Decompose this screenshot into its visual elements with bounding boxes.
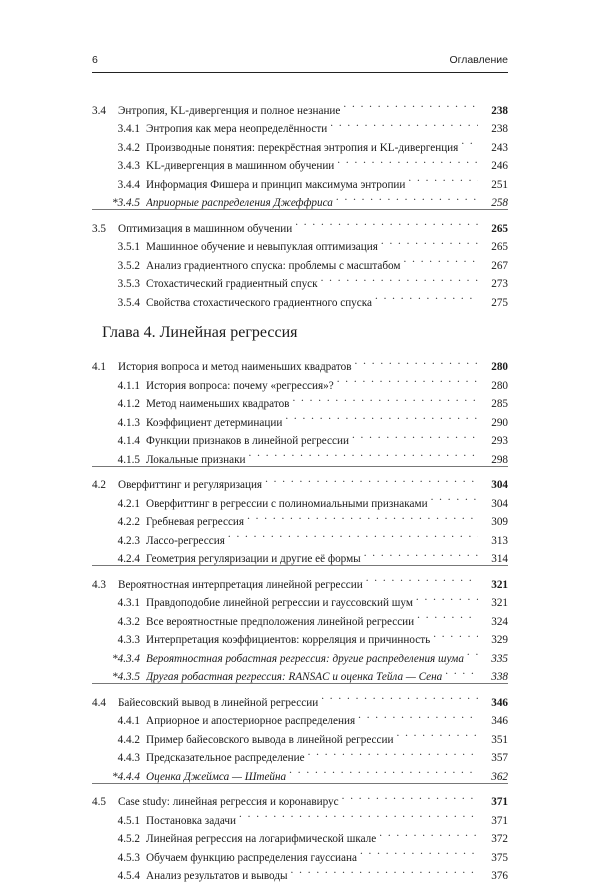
toc-section-entry[interactable] <box>92 470 508 489</box>
dot-leader <box>381 232 478 251</box>
subsection-number: 4.1.5 <box>117 453 140 466</box>
page-ref: 321 <box>491 597 508 609</box>
section-title: Оверфиттинг и регуляризация <box>118 479 263 491</box>
subsection-title: Энтропия как мера неопределённости <box>146 123 328 135</box>
section-title: Оптимизация в машинном обучении <box>118 222 293 235</box>
subsection-number: 4.1.1 <box>117 379 140 392</box>
dot-leader <box>342 787 478 806</box>
page-ref: 293 <box>491 435 508 447</box>
subsection-number: 4.4.3 <box>117 752 140 764</box>
page-ref: 362 <box>491 770 508 783</box>
subsection-number: 4.1.2 <box>117 398 140 410</box>
page-ref: 314 <box>491 553 508 565</box>
subsection-number: 3.4.1 <box>117 123 140 135</box>
page-ref: 375 <box>491 851 508 864</box>
subsection-title: Свойства стохастического градиентного спуска <box>146 296 372 309</box>
page-ref: 246 <box>491 160 508 172</box>
page-ref: 298 <box>491 453 508 466</box>
subsection-number: 4.2.1 <box>117 497 140 510</box>
dot-leader <box>404 250 479 269</box>
page-ref: 267 <box>491 259 508 272</box>
subsection-number: 4.5.3 <box>117 851 140 864</box>
subsection-title: Стохастический градиентный спуск <box>146 278 318 290</box>
page-ref: 290 <box>491 416 508 429</box>
table-of-contents <box>92 95 508 882</box>
page-ref: 258 <box>491 197 508 209</box>
section-title: Энтропия, KL-дивергенция и полное незнание <box>118 104 341 117</box>
page-ref: 304 <box>491 497 508 510</box>
page-ref: 280 <box>491 379 508 392</box>
subsection-title: История вопроса: почему «регрессия»? <box>146 379 334 392</box>
dot-leader <box>375 287 478 306</box>
subsection-title: Локальные признаки <box>146 453 246 466</box>
running-header <box>92 54 508 70</box>
dot-leader <box>461 132 478 151</box>
subsection-number: 4.2.2 <box>117 516 140 528</box>
dot-leader <box>352 426 478 445</box>
page-ref: 265 <box>491 222 508 235</box>
subsection-title: Все вероятностные предположения линейной регрессии <box>146 615 415 628</box>
subsection-title: KL-дивергенция в машинном обучении <box>146 160 335 172</box>
section-number: 4.1 <box>92 361 106 373</box>
subsection-title: Функции признаков в линейной регрессии <box>146 435 349 447</box>
dot-leader <box>285 407 478 426</box>
subsection-title: Другая робастная регрессия: RANSAC и оценка Тейла — Сена <box>146 671 443 683</box>
page-ref: 313 <box>491 534 508 547</box>
dot-leader <box>291 861 478 880</box>
subsection-title: Вероятностная робастная регрессия: другие распределения шума <box>146 652 464 665</box>
dot-leader <box>364 544 478 563</box>
subsection-number: *3.4.5 <box>112 197 140 209</box>
dot-leader <box>292 389 478 408</box>
subsection-title: Обучаем функцию распределения гауссиана <box>146 851 357 864</box>
subsection-title: Предсказательное распределение <box>146 752 305 764</box>
toc-section-entry[interactable] <box>92 687 508 709</box>
page-ref: 275 <box>491 296 508 309</box>
dot-leader <box>417 606 478 625</box>
toc-section-entry[interactable] <box>92 213 508 235</box>
page-ref: 371 <box>491 796 508 808</box>
dot-leader <box>336 188 478 207</box>
dot-leader <box>295 213 478 232</box>
subsection-title: Оверфиттинг в регрессии с полиномиальными признаками <box>146 497 428 510</box>
subsection-number: 4.3.2 <box>117 615 140 628</box>
section-number: 4.4 <box>92 696 106 709</box>
toc-section-entry[interactable] <box>92 787 508 806</box>
subsection-number: 4.5.2 <box>117 833 140 845</box>
section-number: 3.5 <box>92 222 106 235</box>
page-ref: 346 <box>491 715 508 727</box>
subsection-title: Анализ градиентного спуска: проблемы с масштабом <box>146 259 401 272</box>
toc-section-entry[interactable] <box>92 352 508 371</box>
page-ref: 273 <box>491 278 508 290</box>
page-ref: 321 <box>491 578 508 591</box>
page-ref: 335 <box>491 652 508 665</box>
section-number: 3.4 <box>92 104 106 117</box>
subsection-number: 4.1.4 <box>117 435 140 447</box>
subsection-title: Априорное и апостериорное распределения <box>146 715 356 727</box>
dot-leader <box>467 643 478 662</box>
dot-leader <box>360 842 478 861</box>
subsection-number: 3.4.4 <box>117 178 140 191</box>
page-ref: 251 <box>491 178 508 191</box>
dot-leader <box>355 352 478 371</box>
dot-leader <box>321 687 478 706</box>
subsection-number: 4.3.3 <box>117 634 140 646</box>
page-ref: 357 <box>491 752 508 764</box>
subsection-number: 4.1.3 <box>117 416 140 429</box>
subsection-number: 4.3.1 <box>117 597 140 609</box>
dot-leader <box>321 269 478 288</box>
chapter-heading: Глава 4. Линейная регрессия <box>102 323 298 341</box>
subsection-number: 3.5.3 <box>117 278 140 290</box>
page-ref: 338 <box>491 671 508 683</box>
toc-section-entry[interactable] <box>92 95 508 117</box>
page-ref: 376 <box>491 870 508 882</box>
page-ref: 329 <box>491 634 508 646</box>
subsection-number: 4.5.4 <box>117 870 140 882</box>
subsection-number: 4.4.2 <box>117 733 140 746</box>
page-ref: 285 <box>491 398 508 410</box>
dot-leader <box>396 724 478 743</box>
subsection-title: Производные понятия: перекрёстная энтропия и KL-дивергенция <box>146 141 459 154</box>
dot-leader <box>289 761 478 780</box>
subsection-number: 3.4.2 <box>117 141 140 154</box>
page-ref: 346 <box>491 696 508 709</box>
subsection-number: *4.4.4 <box>112 770 140 783</box>
dot-leader <box>330 114 478 133</box>
dot-leader <box>247 507 478 526</box>
subsection-title: Машинное обучение и невыпуклая оптимизация <box>146 241 378 253</box>
dot-leader <box>249 444 478 463</box>
dot-leader <box>366 569 478 588</box>
subsection-number: 3.5.1 <box>117 241 140 253</box>
subsection-title: Оценка Джеймса — Штейна <box>146 770 287 783</box>
toc-section-entry[interactable] <box>92 569 508 591</box>
section-title: Байесовский вывод в линейной регрессии <box>118 696 319 709</box>
subsection-title: Априорные распределения Джеффриса <box>146 197 333 209</box>
subsection-title: Коэффициент детерминации <box>146 416 283 429</box>
dot-leader <box>433 625 478 644</box>
page-ref: 372 <box>491 833 508 845</box>
section-number: 4.3 <box>92 578 106 591</box>
subsection-title: Гребневая регрессия <box>146 516 245 528</box>
page-ref: 371 <box>491 814 508 827</box>
page-ref: 238 <box>491 104 508 117</box>
dot-leader <box>431 488 478 507</box>
subsection-title: Интерпретация коэффициентов: корреляция и причинность <box>146 634 431 646</box>
subsection-title: Информация Фишера и принцип максимума энтропии <box>146 178 406 191</box>
subsection-number: 4.5.1 <box>117 814 140 827</box>
subsection-number: 3.4.3 <box>117 160 140 172</box>
dot-leader <box>358 706 478 725</box>
section-title: Case study: линейная регрессия и коронавирус <box>118 796 339 808</box>
page-ref: 243 <box>491 141 508 154</box>
subsection-title: Линейная регрессия на логарифмической шкале <box>146 833 377 845</box>
dot-leader <box>445 662 478 681</box>
dot-leader <box>239 805 478 824</box>
subsection-title: Правдоподобие линейной регрессии и гауссовский шум <box>146 597 413 609</box>
section-title: История вопроса и метод наименьших квадратов <box>118 361 352 373</box>
page-ref: 265 <box>491 241 508 253</box>
subsection-title: Лассо-регрессия <box>146 534 225 547</box>
section-title: Вероятностная интерпретация линейной регрессии <box>118 578 363 591</box>
subsection-title: Метод наименьших квадратов <box>146 398 290 410</box>
dot-leader <box>337 370 478 389</box>
dot-leader <box>408 169 478 188</box>
subsection-title: Анализ результатов и выводы <box>146 870 288 882</box>
page-ref: 309 <box>491 516 508 528</box>
page-ref: 304 <box>491 479 508 491</box>
subsection-number: 4.4.1 <box>117 715 140 727</box>
subsection-number: 3.5.2 <box>117 259 140 272</box>
header-rule <box>92 72 508 73</box>
dot-leader <box>416 588 478 607</box>
dot-leader <box>265 470 478 489</box>
running-title: Оглавление <box>449 54 508 66</box>
dot-leader <box>379 824 478 843</box>
subsection-number: *4.3.5 <box>112 671 140 683</box>
dot-leader <box>337 151 478 170</box>
dot-leader <box>308 743 478 762</box>
section-number: 4.5 <box>92 796 106 808</box>
dot-leader <box>343 95 478 114</box>
section-number: 4.2 <box>92 479 106 491</box>
page-number: 6 <box>92 54 98 66</box>
subsection-number: 3.5.4 <box>117 296 140 309</box>
page-ref: 280 <box>491 361 508 373</box>
page-ref: 351 <box>491 733 508 746</box>
page-ref: 238 <box>491 123 508 135</box>
subsection-number: *4.3.4 <box>112 652 140 665</box>
subsection-title: Постановка задачи <box>146 814 237 827</box>
subsection-number: 4.2.3 <box>117 534 140 547</box>
subsection-title: Геометрия регуляризации и другие её формы <box>146 553 361 565</box>
subsection-title: Пример байесовского вывода в линейной регрессии <box>146 733 394 746</box>
dot-leader <box>228 525 478 544</box>
subsection-number: 4.2.4 <box>117 553 140 565</box>
page-ref: 324 <box>491 615 508 628</box>
